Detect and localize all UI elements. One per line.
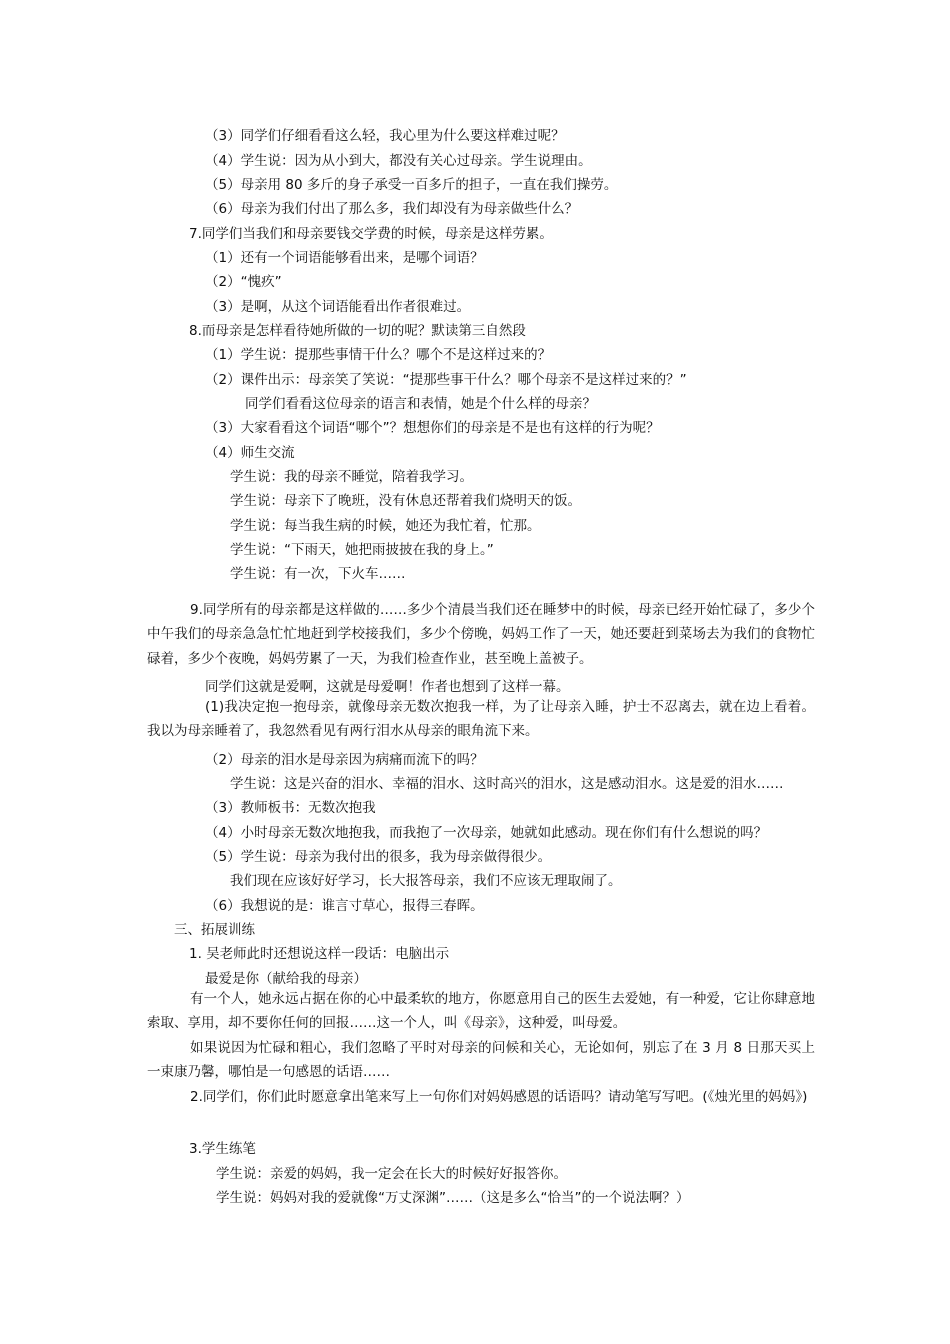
text-line: （1）学生说：提那些事情干什么？哪个不是这样过来的？: [205, 347, 552, 363]
text-line: 学生说：这是兴奋的泪水、幸福的泪水、这时高兴的泪水，这是感动泪水。这是爱的泪水……: [230, 776, 784, 792]
section-heading: 三、拓展训练: [174, 922, 255, 938]
poem-title: 最爱是你（献给我的母亲）: [205, 971, 367, 987]
text-line: 同学们看看这位母亲的语言和表情，她是个什么样的母亲？: [245, 396, 596, 412]
text-line: （2）课件出示：母亲笑了笑说：“提那些事干什么？哪个母亲不是这样过来的？”: [205, 372, 687, 388]
text-line: （5）母亲用 80 多斤的身子承受一百多斤的担子，一直在我们操劳。: [205, 177, 618, 193]
paragraph: (1)我决定抱一抱母亲，就像母亲无数次抱我一样，为了让母亲入睡，护士不忍离去，就在边上看着。我以为母亲睡着了，我忽然看见有两行泪水从母亲的眼角流下来。: [147, 699, 815, 740]
text-line: 学生说：“下雨天，她把雨披披在我的身上。”: [230, 542, 494, 558]
text-line: （5）学生说：母亲为我付出的很多，我为母亲做得很少。: [205, 849, 552, 865]
text-line: 同学们这就是爱啊，这就是母爱啊！作者也想到了这样一幕。: [205, 679, 570, 695]
text-line: 我们现在应该好好学习，长大报答母亲，我们不应该无理取闹了。: [230, 873, 622, 889]
section-heading: 3.学生练笔: [189, 1141, 256, 1157]
text-line: （3）同学们仔细看看这么轻，我心里为什么要这样难过呢？: [205, 128, 565, 144]
text-line: （6）我想说的是：谁言寸草心，报得三春晖。: [205, 898, 484, 914]
paragraph: 9.同学所有的母亲都是这样做的……多少个清晨当我们还在睡梦中的时候，母亲已经开始忙碌了，多少个中午我们的母亲急急忙忙地赶到学校接我们，多少个傍晚，妈妈工作了一天，她还要赶到菜场去为我们的食物忙碌着，多少个夜晚，妈妈劳累了一天，为我们检查作业，甚至晚上盖被子。: [147, 602, 815, 667]
text-line: （1）还有一个词语能够看出来，是哪个词语？: [205, 250, 484, 266]
text-line: （3）教师板书：无数次抱我: [205, 800, 376, 816]
section-heading: 8.而母亲是怎样看待她所做的一切的呢？默读第三自然段: [189, 323, 526, 339]
paragraph: 如果说因为忙碌和粗心，我们忽略了平时对母亲的问候和关心，无论如何，别忘了在 3 月 8 日那天买上一束康乃馨，哪怕是一句感恩的话语……: [147, 1040, 815, 1081]
text-line: （4）小时母亲无数次地抱我，而我抱了一次母亲，她就如此感动。现在你们有什么想说的吗？: [205, 825, 768, 841]
text-line: （2）母亲的泪水是母亲因为病痛而流下的吗？: [205, 752, 484, 768]
text-line: （6）母亲为我们付出了那么多，我们却没有为母亲做些什么？: [205, 201, 579, 217]
text-line: （3）大家看看这个词语“哪个”？想想你们的母亲是不是也有这样的行为呢？: [205, 420, 660, 436]
text-line: 学生说：妈妈对我的爱就像“万丈深渊”……（这是多么“恰当”的一个说法啊？）: [216, 1190, 690, 1206]
text-line: 学生说：我的母亲不睡觉，陪着我学习。: [230, 469, 473, 485]
section-heading: 7.同学们当我们和母亲要钱交学费的时候，母亲是这样劳累。: [189, 226, 553, 242]
text-line: 学生说：母亲下了晚班，没有休息还帮着我们烧明天的饭。: [230, 493, 581, 509]
text-line: （3）是啊，从这个词语能看出作者很难过。: [205, 299, 471, 315]
text-line: （4）师生交流: [205, 445, 295, 461]
section-heading: 1. 吴老师此时还想说这样一段话：电脑出示: [189, 946, 450, 962]
paragraph: 2.同学们，你们此时愿意拿出笔来写上一句你们对妈妈感恩的话语吗？请动笔写写吧。(《烛光里的妈妈》): [190, 1089, 808, 1105]
text-line: （2）“愧疚”: [205, 274, 282, 290]
text-line: 学生说：每当我生病的时候，她还为我忙着，忙那。: [230, 518, 541, 534]
text-line: （4）学生说：因为从小到大，都没有关心过母亲。学生说理由。: [205, 153, 592, 169]
text-line: 学生说：有一次，下火车……: [230, 566, 406, 582]
text-line: 学生说：亲爱的妈妈，我一定会在长大的时候好好报答你。: [216, 1166, 567, 1182]
paragraph: 有一个人，她永远占据在你的心中最柔软的地方，你愿意用自己的医生去爱她，有一种爱，它让你肆意地索取、享用，却不要你任何的回报……这一个人，叫《母亲》，这种爱，叫母爱。: [147, 991, 815, 1032]
